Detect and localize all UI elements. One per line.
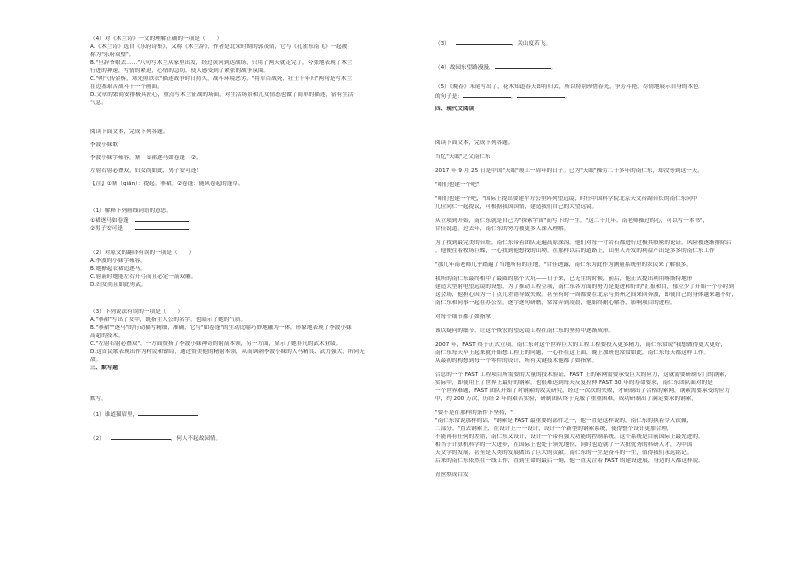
article-line: 一个世界难题，FAST 团队开始了对钢索的攻关研究，经过一次次的失败，才研制出了合格的索网，钢索需要承受的应力 xyxy=(435,388,730,394)
dictation-item-5: （5）《晚春》末尾写出了，花木知道春天即将归去，所以特别珍惜春光，争芳斗艳，尽情地展示自身的本色 xyxy=(435,84,699,90)
dictation-item-1 xyxy=(90,410,198,417)
dictation-1-number: （1） xyxy=(90,412,105,417)
article-line: 实际中，即使用上了世界上最好的钢索，也很难达到每天反复拉伸 FAST 30 年的寿命要求，南仁东团队面对的是 xyxy=(435,380,713,386)
dictation-item-4 xyxy=(435,63,556,70)
dictation-5-end: 。 xyxy=(564,94,571,99)
dictation-5-sep: ， xyxy=(510,94,517,99)
q3-option-d: D.这首民歌表现出作为村民和镖局，通过赞美他的精射本领，从而讽刺李波小妹的人马精良、武力强大，所向无 xyxy=(90,349,365,355)
article-line: 我所的南仁东最终相中了最圆的那个大坑——日子来，已无生的时候，前后，他正式提出利用喀斯特地形 xyxy=(435,276,693,282)
article-line: 从立项到开始，南仁东就是自己为"探索宇宙"而写下的一生。"这二十几年，南老师操过的心，可以写一本书"， xyxy=(435,218,709,224)
article-line: "那几年南老师几乎踏遍了当地所有的洼地，"甘佳透露，南仁东为此作为测量系统里的农民来了解很多。 xyxy=(435,262,692,268)
passage-intro: 阅读下面文本，完成下列各题。 xyxy=(90,129,169,135)
q1-stem: （1）解释下列画线词语的意思。 xyxy=(90,208,172,214)
q1-item-1-text: ①裙逐马如卷蓬 xyxy=(90,218,129,223)
article-line: 该以疑问的细节，让这个恢宏的望远镜工程在南仁东的坚持中逐渐成形。 xyxy=(435,328,615,334)
dictation-5-blank-1[interactable] xyxy=(463,92,511,98)
article-subheading: 青丝熬成白发 xyxy=(435,472,469,478)
q3-stem: （3）下列说法有误的一项是（ ） xyxy=(90,309,184,315)
q4-option-a-cont: 称为"乐府双璧"。 xyxy=(90,52,135,58)
dictation-3-text: ，关山度若飞。 xyxy=(511,41,551,46)
article-line: 几位同仁一起提议，可根据我国国情，建造我们自己的大望远镜。 xyxy=(435,204,598,210)
q2-stem: （2）对原文的翻译有误的一项是（ ） xyxy=(90,250,195,256)
dictation-2-blank[interactable] xyxy=(111,434,171,440)
section-3-heading: 三、默写题 xyxy=(90,365,118,371)
dictation-5-blank-2[interactable] xyxy=(517,92,565,98)
article-line: 合总的一个 FAST 工程项目所需要的大量的技术验证，FAST 上的索网需要承受巨大的应力，这就需要研制专门的钢索， xyxy=(435,372,731,378)
dictation-4-text: （4）故园东望路漫漫， xyxy=(435,65,495,70)
article-line: "南仁东常说那样的话，"钢索是 FAST 最重要的部件之一，他一直是这样说的，南仁东的执着令人钦佩， xyxy=(435,418,693,424)
dictation-1-text: 谁道猫眉里， xyxy=(104,412,139,417)
dictation-4-blank[interactable] xyxy=(495,63,551,69)
article-line: 这会场，他担心因为一丁点儿差错导致失败。甚至有时一周都要在北京与贵州之间来回奔波，即使自己的身体越来越不好， xyxy=(435,292,738,298)
q3-option-d-cont: 敌。 xyxy=(90,357,102,363)
q3-option-a: A."搴裙"写出了女中，既指主人公的名字，也暗示了她的气质。 xyxy=(90,317,247,323)
article-line: 不能再有任何的差错，南仁东又设计，设计一个带有强大功能的控制系统，这个系统是目前国际上最先进的。 xyxy=(435,434,704,440)
dictation-4-end: 。 xyxy=(550,65,557,70)
q3-option-b-cont: 高超的技术。 xyxy=(90,333,124,339)
poem-line-1-a: 李波小妹字雍容，寨 xyxy=(90,155,141,161)
article-line: 天文学的发展，甚至是人类的发展做出了巨大的贡献。南仁东的一生是奋斗的一生，值得我们永远铭记。 xyxy=(435,450,693,456)
q4-option-c: C."朔气传金柝，寒光照铁衣"描述战争时日持久，战斗环境恶劣，"将军百战死，壮士十年归"两句是写木兰 xyxy=(90,76,353,82)
article-line: 为了找到最完美的台址，南仁东带着团队走遍高原深沟。他们对每一寸岩石都进行过极其缜密的论证，风险被逐渐排除后 xyxy=(435,240,732,246)
article-line: "咱们也建一个吧，"国际上提出要建平方公里阵列望远镜，时任中国科学院北京天文台副台长的南仁东向中 xyxy=(435,196,698,202)
poem-line-1 xyxy=(90,155,202,162)
q1-item-2 xyxy=(90,224,189,231)
q3-option-b: B."搴裙""逐马"的行动描写精细，准确，它与"如卷蓬"的生动比喻巧妙地融为一体，形象地表现了李波小妹 xyxy=(90,325,352,331)
article-line: 建造大型射电望远镜的设想，为了推动工程立项，南仁东各方面的努力是更进和好的"汇报和目，郁立少了开始一个小时到 xyxy=(435,284,735,290)
q2-option-a: A.李波的小妹字雍容。 xyxy=(90,258,146,264)
q4-option-c-cont: 在边塞艰苦战斗十一个画面。 xyxy=(90,84,163,90)
article-line: 后来的南仁东依然在一线工作，直到生命的最后一刻，他一直关注着 FAST 的建设进展，身边的人都这样说。 xyxy=(435,458,704,464)
q1-item-2-text: ②男子安可逢 xyxy=(90,226,123,231)
article-subheading: "咱们也建一个吧" xyxy=(435,182,480,188)
section-4-heading: 四、现代文阅读 xyxy=(435,106,475,112)
q4-option-a: A.《木兰诗》选自《乐府诗集》，又称《木兰辞》，作者是北宋时期的郭茂倩，它与《孔雀东南飞》一起被 xyxy=(90,44,348,50)
article-line: ，他便往着牧场巨蝶，一心找到他想找的山坳。在那样以后的道路上，山里人开发的利益产出是多多的南仁东工作 xyxy=(435,248,715,254)
article-title: 当忆"天眼"之父南仁东 xyxy=(435,154,491,160)
poem-title: 李波小妹歌 xyxy=(90,142,118,148)
q4-option-b: B."旦辞爷娘去……"八句写木兰从家里出发，经过黄河到达战场，只用了两天就走完了，夸张地表现了木兰 xyxy=(90,60,353,66)
article-line: 南仁东每天早上起来就开始想工程上的问题，一心扑在这上面，晚上加班也常常如此，南仁东每天都这样工作。 xyxy=(435,350,710,356)
article-subheading: 对每个细节都了如指掌 xyxy=(435,314,491,320)
article-line: 中，约 200 万次，历经 2 年的艰苦实验，研制团队终于克服了重重困难，成功研制出了满足要求的钢索， xyxy=(435,396,697,402)
q2-option-d: D.妇女尚且如此勇武。 xyxy=(90,282,147,288)
q4-option-b-cont: 行进的神速，写情的紧迫，心情的急切，使人感受到了紧张的战争氛围。 xyxy=(90,68,270,74)
dictation-2-text: ，何人不起故园情。 xyxy=(170,436,222,441)
dictation-intro: 默写。 xyxy=(90,396,107,402)
q4-stem: （4）对《木兰诗》一文的理解正确的一项是（ ） xyxy=(90,36,223,42)
q2-option-b: B.她撩起衣裙追逐马。 xyxy=(90,266,146,272)
poem-line-2: 左射右射必叠双，妇女尚如此，男子安可逢！ xyxy=(90,168,202,174)
poem-note: 【注】①寨（qiān）：提起。搴裙。②卷蓬：随风卷起的蓬草。 xyxy=(90,181,244,187)
article-line: 甘佳说道。过去年，南仁东的努力被更多人深入理解。 xyxy=(435,226,570,232)
q4-option-d-cont: 气息。 xyxy=(90,100,107,106)
article-line: "要不是在那样的条件下坚持，" xyxy=(435,410,513,416)
article-line: 从最初的构想到每一个零件的设计，所有关键技术他都了如指掌。 xyxy=(435,358,598,364)
article-line: 2017 年 9 月 25 日是中国"天眼"竣工一周年的日子。已为"天眼"操劳二十多年的南仁东，却没等到这一天。 xyxy=(435,168,703,174)
q1-item-1 xyxy=(90,216,189,223)
reading-intro: 阅读下面文本，完成下列各题。 xyxy=(435,140,514,146)
dictation-item-3 xyxy=(435,39,551,46)
article-line: 相当于计算机科学的一大进步，在国际上也处于领先地位，同时也造就了一大批优秀的科研人才，为中国 xyxy=(435,442,693,448)
dictation-item-5-cont xyxy=(435,92,570,99)
q2-option-c: C.射箭时她能左右开弓而且必定一箭双雕。 xyxy=(90,274,197,280)
poem-line-1-c: ②。 xyxy=(190,155,202,161)
dictation-item-2 xyxy=(90,434,221,441)
dictation-5-label: 的句子是： xyxy=(435,94,463,99)
dictation-3-number: （3） xyxy=(435,41,450,46)
poem-line-1-b: ①裙逐马如卷蓬 xyxy=(146,155,185,161)
dictation-3-blank[interactable] xyxy=(456,39,512,45)
q1-answer-blank-1[interactable] xyxy=(135,216,189,222)
dictation-1-blank[interactable] xyxy=(138,410,198,416)
q1-answer-blank-2[interactable] xyxy=(135,224,189,230)
q3-option-c: C."左射右射必叠双"，一方面赞扬了李波小妹神奇的射箭本领，另一方面，显示了她非凡的武术业绩。 xyxy=(90,341,342,347)
article-line: 二部分。"直去钢索上，在设计上一一设计，设计一个新型的钢索系统，使得整个设计更加合理， xyxy=(435,426,673,432)
q4-option-d: D.文章的繁简安排极具匠心，重点写木兰征战的场面，对生活场景和儿女情态也做了简单的描述，富有生活 xyxy=(90,92,354,98)
dictation-2-number: （2） xyxy=(90,436,105,441)
article-line: 南仁东和同事一起在办公室，逐字逐句研磨，常常弄到凌晨，他始终耐心解答，影响项目的进程。 xyxy=(435,300,676,306)
article-line: 2007 年，FAST 终于正式立项。南仁东对这个世界巨大的工程工程要投入更多精力，南仁东常说"我想做得更大更好， xyxy=(435,342,727,348)
